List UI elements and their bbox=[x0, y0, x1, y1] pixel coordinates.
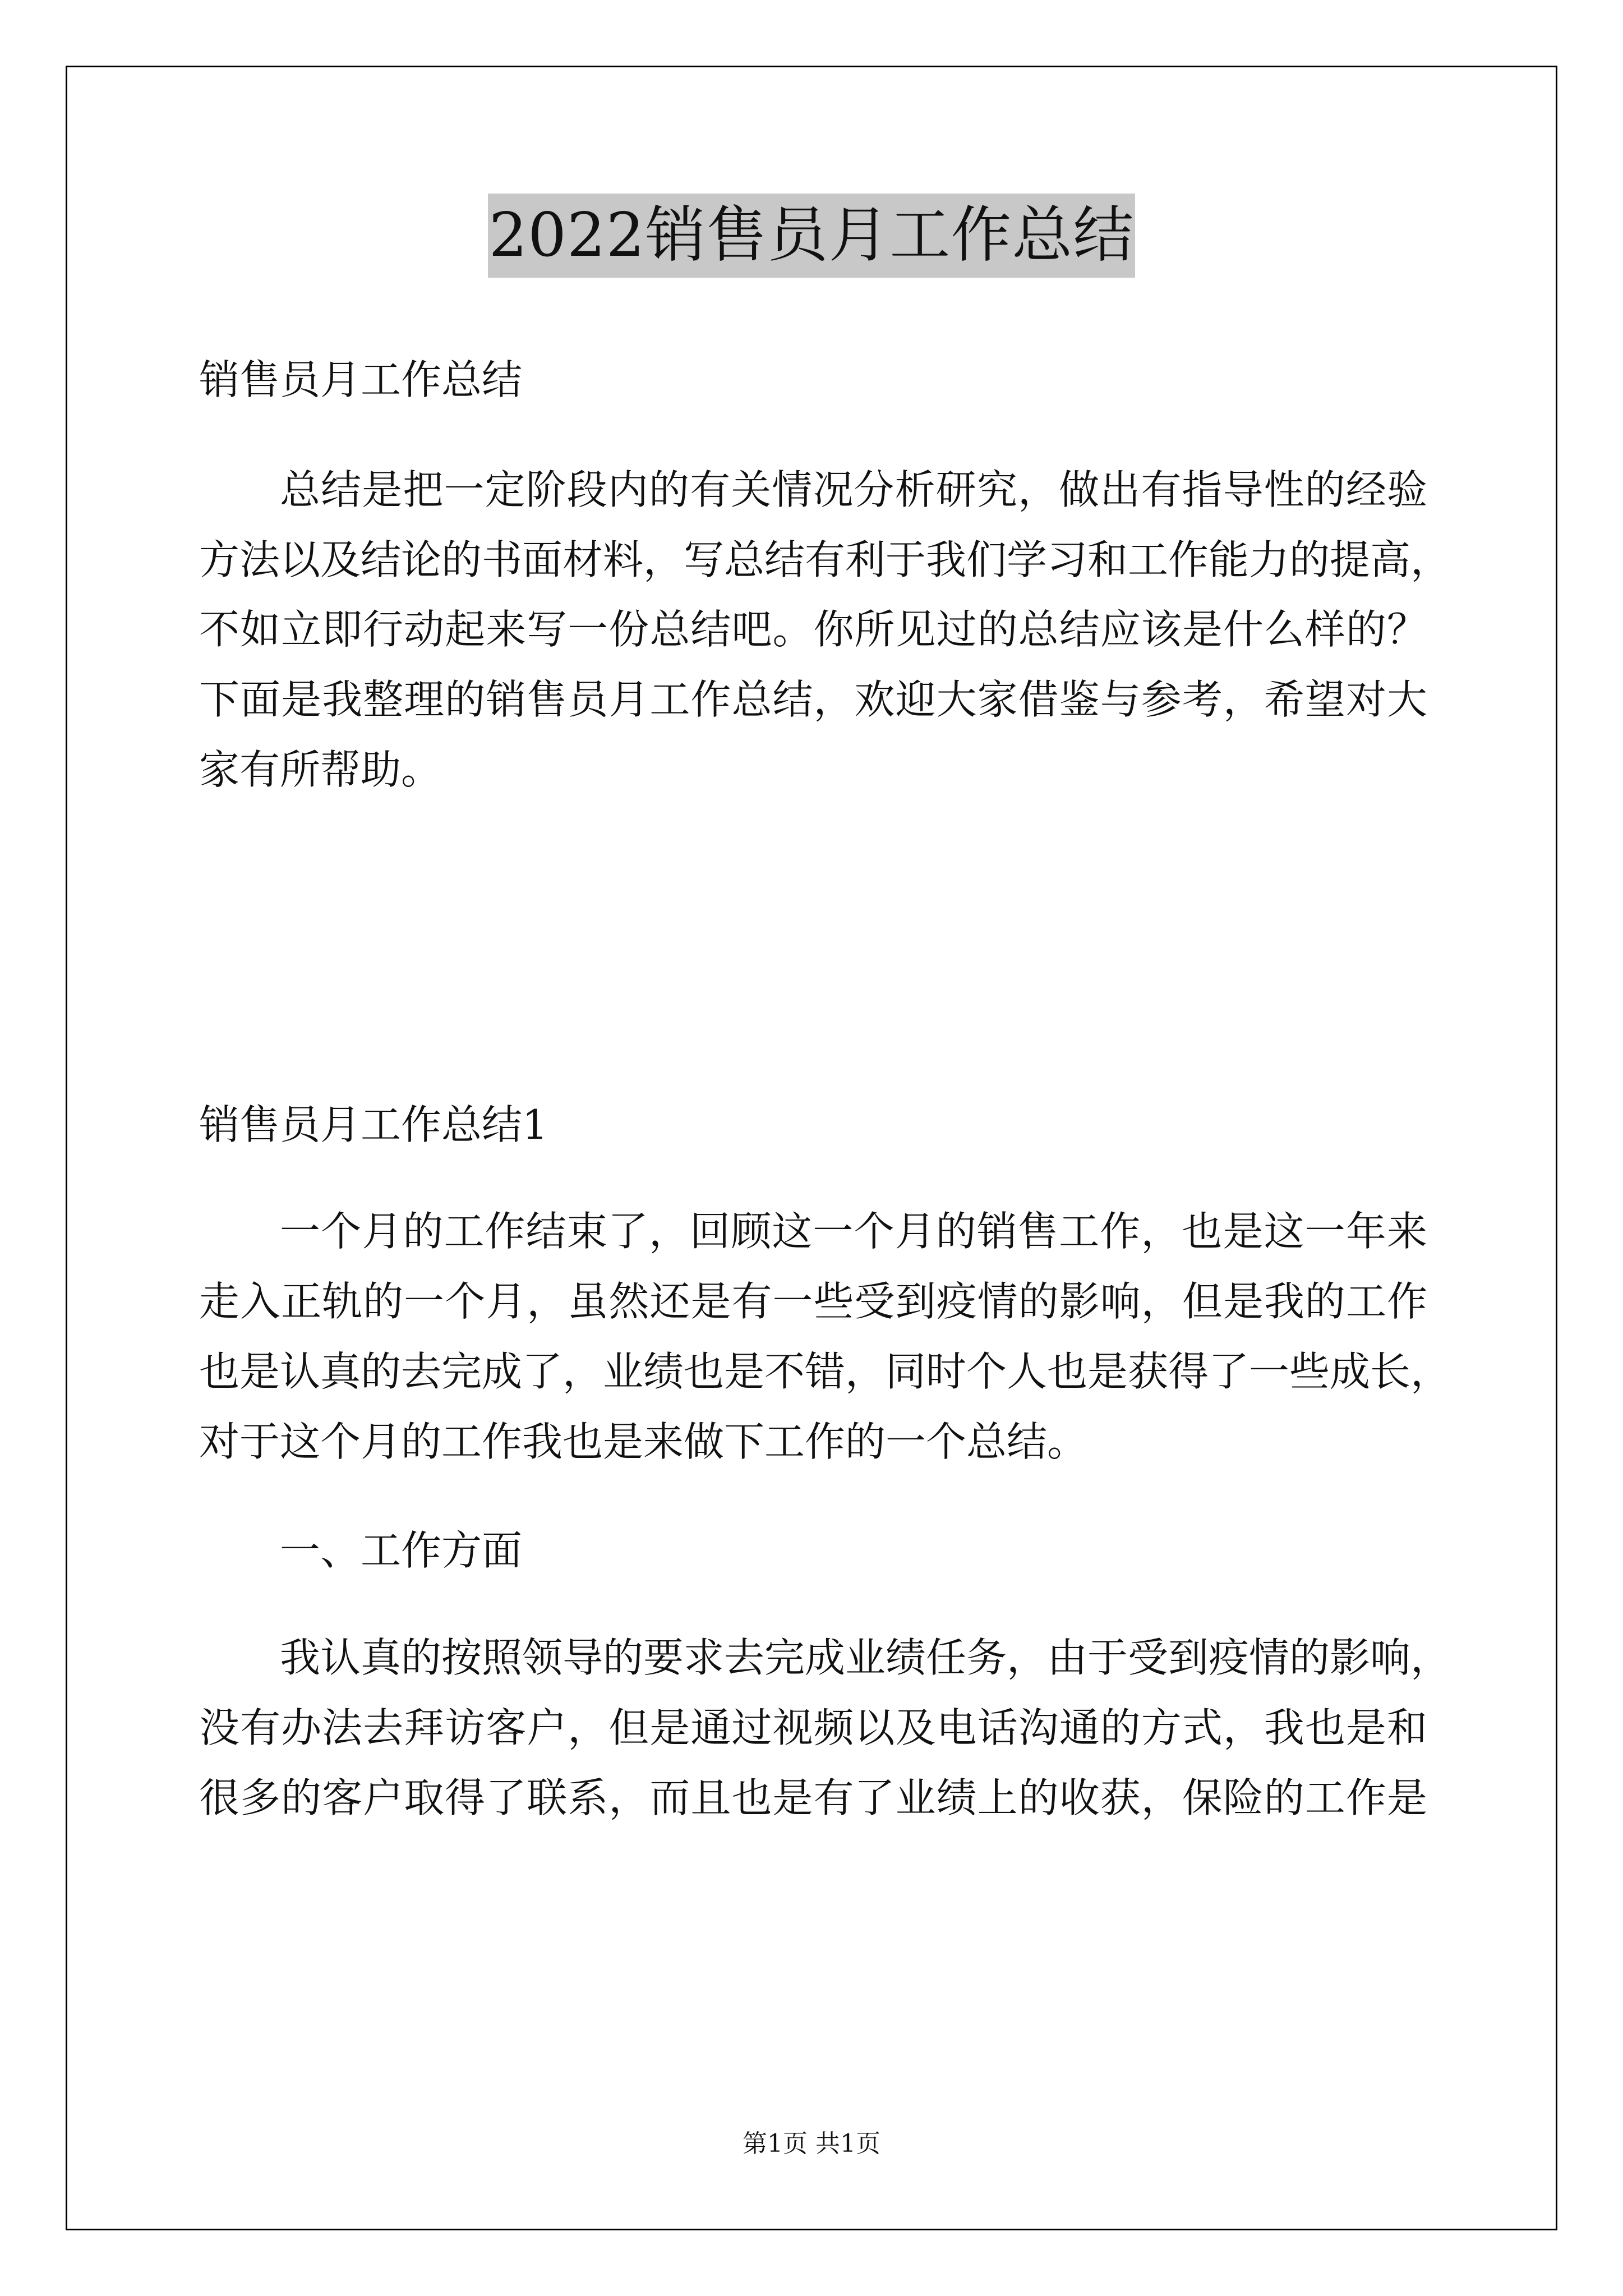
paragraph-line: 总结是把一定阶段内的有关情况分析研究，做出有指导性的经验 bbox=[280, 466, 1427, 513]
paragraph-line: 下面是我整理的销售员月工作总结，欢迎大家借鉴与参考，希望对大 bbox=[199, 676, 1427, 723]
section-heading: 销售员月工作总结1 bbox=[199, 1101, 548, 1148]
paragraph-line: 走入正轨的一个月，虽然还是有一些受到疫情的影响，但是我的工作 bbox=[199, 1278, 1427, 1325]
paragraph-line: 没有办法去拜访客户，但是通过视频以及电话沟通的方式，我也是和 bbox=[199, 1704, 1427, 1751]
paragraph-line: 不如立即行动起来写一份总结吧。你所见过的总结应该是什么样的？ bbox=[199, 606, 1427, 653]
subtitle-line: 销售员月工作总结 bbox=[199, 356, 523, 403]
paragraph-line: 对于这个月的工作我也是来做下工作的一个总结。 bbox=[199, 1418, 1088, 1465]
paragraph-line: 很多的客户取得了联系，而且也是有了业绩上的收获，保险的工作是 bbox=[199, 1774, 1427, 1821]
page-footer: 第1页 共1页 bbox=[743, 2129, 880, 2158]
document-title: 2022销售员月工作总结 bbox=[488, 194, 1136, 278]
title-container bbox=[0, 194, 1623, 278]
paragraph-line: 方法以及结论的书面材料，写总结有利于我们学习和工作能力的提高， bbox=[199, 536, 1451, 583]
paragraph-line: 家有所帮助。 bbox=[199, 746, 442, 793]
subsection-heading: 一、工作方面 bbox=[280, 1527, 523, 1574]
paragraph-line: 也是认真的去完成了，业绩也是不错，同时个人也是获得了一些成长， bbox=[199, 1348, 1451, 1395]
paragraph-line: 我认真的按照领导的要求去完成业绩任务，由于受到疫情的影响， bbox=[280, 1634, 1451, 1681]
paragraph-line: 一个月的工作结束了，回顾这一个月的销售工作，也是这一年来 bbox=[280, 1208, 1427, 1255]
